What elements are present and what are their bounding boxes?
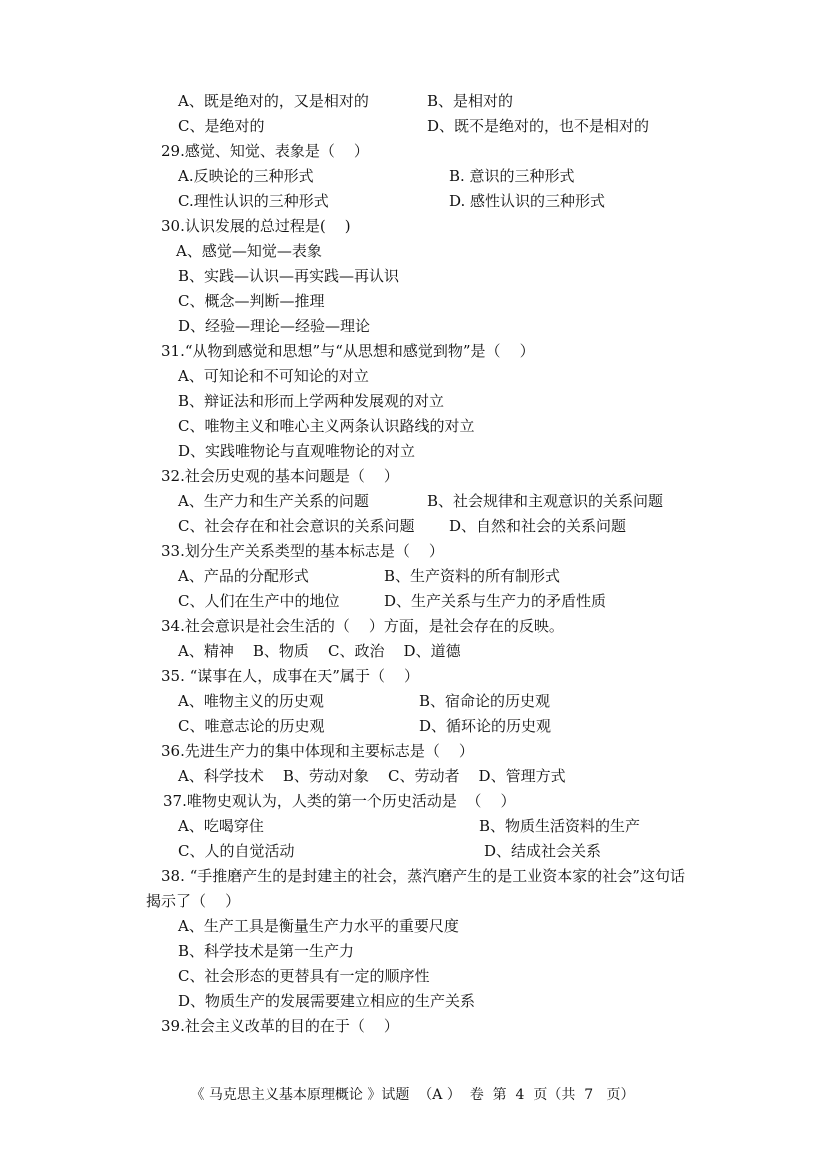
q33-option-a: A、产品的分配形式 bbox=[178, 567, 309, 585]
q32-option-d: D、自然和社会的关系问题 bbox=[449, 517, 627, 535]
q33-option-b: B、生产资料的所有制形式 bbox=[384, 567, 561, 585]
q31-option-d: D、实践唯物论与直观唯物论的对立 bbox=[178, 442, 416, 460]
q35-option-d: D、循环论的历史观 bbox=[419, 717, 552, 735]
q31-option-c: C、唯物主义和唯心主义两条认识路线的对立 bbox=[178, 417, 475, 435]
q30-option-a: A、感觉—知觉—表象 bbox=[176, 242, 322, 260]
q34-options: A、精神 B、物质 C、政治 D、道德 bbox=[178, 642, 461, 660]
q37-option-d: D、结成社会关系 bbox=[484, 842, 602, 860]
q32-stem: 32.社会历史观的基本问题是（ ） bbox=[161, 467, 399, 485]
q31-option-a: A、可知论和不可知论的对立 bbox=[178, 367, 369, 385]
page-footer: 《 马克思主义基本原理概论 》试题 （A ） 卷 第 4 页（共 7 页） bbox=[190, 1087, 635, 1103]
q30-option-c: C、概念—判断—推理 bbox=[178, 292, 325, 310]
q38-option-b: B、科学技术是第一生产力 bbox=[178, 942, 355, 960]
q37-option-a: A、吃喝穿住 bbox=[178, 817, 264, 835]
q38-stem-line2: 揭示了（ ） bbox=[146, 892, 241, 910]
q38-option-a: A、生产工具是衡量生产力水平的重要尺度 bbox=[178, 917, 459, 935]
q38-option-d: D、物质生产的发展需要建立相应的生产关系 bbox=[178, 992, 476, 1010]
q28-option-b: B、是相对的 bbox=[427, 92, 514, 110]
q29-option-c: C.理性认识的三种形式 bbox=[178, 192, 329, 210]
q28-option-c: C、是绝对的 bbox=[178, 117, 265, 135]
q37-stem: 37.唯物史观认为，人类的第一个历史活动是 （ ） bbox=[163, 792, 516, 810]
q35-option-a: A、唯物主义的历史观 bbox=[178, 692, 324, 710]
q29-option-a: A.反映论的三种形式 bbox=[178, 167, 314, 185]
q36-options: A、科学技术 B、劳动对象 C、劳动者 D、管理方式 bbox=[178, 767, 566, 785]
q32-option-a: A、生产力和生产关系的问题 bbox=[178, 492, 369, 510]
q31-option-b: B、辩证法和形而上学两种发展观的对立 bbox=[178, 392, 445, 410]
q37-option-b: B、物质生活资料的生产 bbox=[479, 817, 641, 835]
q29-option-d: D. 感性认识的三种形式 bbox=[449, 192, 606, 210]
q33-option-c: C、人们在生产中的地位 bbox=[178, 592, 340, 610]
q29-option-b: B. 意识的三种形式 bbox=[449, 167, 575, 185]
q38-stem-line1: 38. “手推磨产生的是封建主的社会，蒸汽磨产生的是工业资本家的社会”这句话 bbox=[161, 867, 685, 885]
q33-stem: 33.划分生产关系类型的基本标志是（ ） bbox=[161, 542, 444, 560]
q32-option-b: B、社会规律和主观意识的关系问题 bbox=[427, 492, 664, 510]
q28-option-a: A、既是绝对的，又是相对的 bbox=[178, 92, 369, 110]
q33-option-d: D、生产关系与生产力的矛盾性质 bbox=[384, 592, 607, 610]
q39-stem: 39.社会主义改革的目的在于（ ） bbox=[161, 1017, 399, 1035]
q35-option-b: B、宿命论的历史观 bbox=[419, 692, 551, 710]
q35-option-c: C、唯意志论的历史观 bbox=[178, 717, 325, 735]
q35-stem: 35. “谋事在人，成事在天”属于（ ） bbox=[161, 667, 420, 685]
q28-option-d: D、既不是绝对的，也不是相对的 bbox=[427, 117, 650, 135]
q38-option-c: C、社会形态的更替具有一定的顺序性 bbox=[178, 967, 430, 985]
q37-option-c: C、人的自觉活动 bbox=[178, 842, 295, 860]
q30-stem: 30.认识发展的总过程是( ) bbox=[161, 217, 351, 235]
q34-stem: 34.社会意识是社会生活的（ ）方面，是社会存在的反映。 bbox=[161, 617, 564, 635]
q31-stem: 31.“从物到感觉和思想”与“从思想和感觉到物”是（ ） bbox=[161, 342, 535, 360]
q36-stem: 36.先进生产力的集中体现和主要标志是（ ） bbox=[161, 742, 474, 760]
q29-stem: 29.感觉、知觉、表象是（ ） bbox=[161, 142, 369, 160]
q30-option-b: B、实践—认识—再实践—再认识 bbox=[178, 267, 400, 285]
q32-option-c: C、社会存在和社会意识的关系问题 bbox=[178, 517, 415, 535]
q30-option-d: D、经验—理论—经验—理论 bbox=[178, 317, 371, 335]
